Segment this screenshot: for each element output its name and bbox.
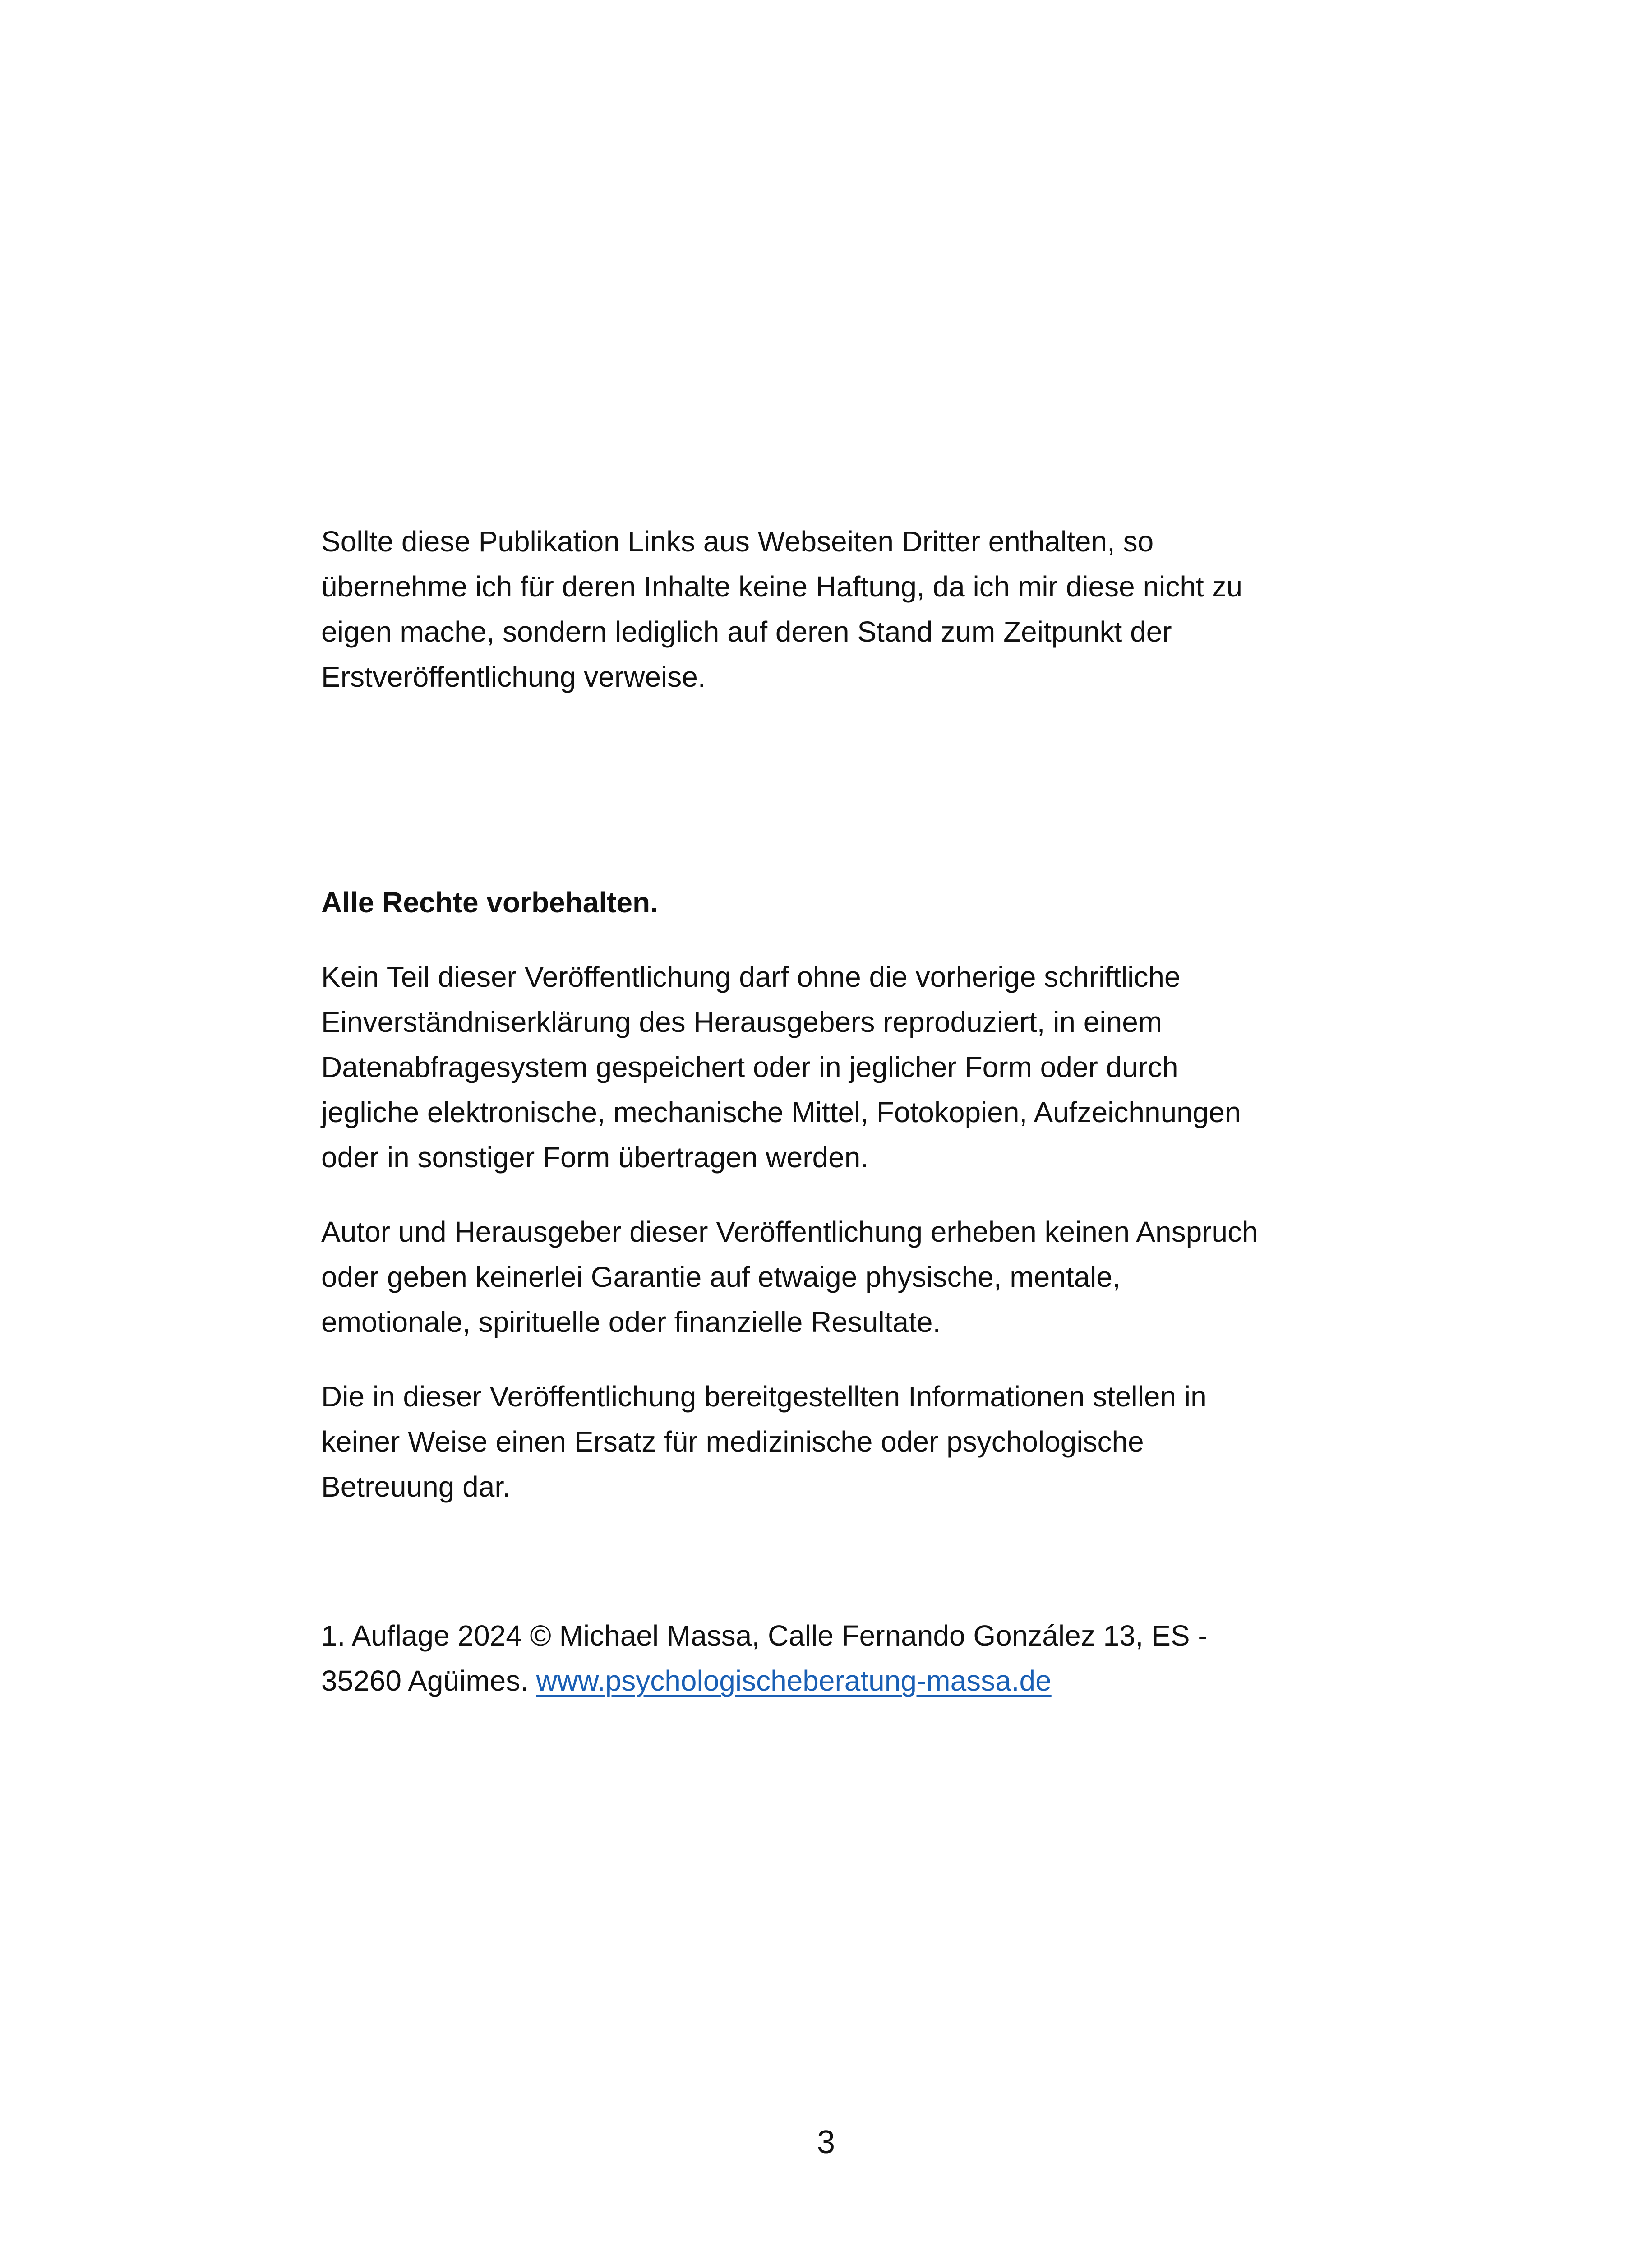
disclaimer-links-paragraph [321,519,1359,699]
text-line: Datenabfragesystem gespeichert oder in jeglicher Form oder durch [321,1051,1178,1083]
text-line: Erstveröffentlichung verweise. [321,661,706,693]
text-line: Betreuung dar. [321,1470,511,1503]
website-link[interactable]: www.psychologischeberatung-massa.de [536,1664,1052,1697]
medical-paragraph [321,1374,1359,1509]
text-line: oder in sonstiger Form übertragen werden. [321,1141,869,1174]
rights-heading: Alle Rechte vorbehalten. [321,886,658,919]
text-line: eigen mache, sondern lediglich auf deren Stand zum Zeitpunkt der [321,615,1172,648]
text-line: jegliche elektronische, mechanische Mittel, Fotokopien, Aufzeichnungen [321,1096,1241,1128]
imprint-line: 1. Auflage 2024 © Michael Massa, Calle Fernando González 13, ES - [321,1619,1208,1652]
text-line: übernehme ich für deren Inhalte keine Haftung, da ich mir diese nicht zu [321,570,1243,603]
page-number: 3 [817,2124,835,2160]
text-line: Einverständniserklärung des Herausgebers reproduziert, in einem [321,1006,1163,1038]
text-line: emotionale, spirituelle oder finanzielle Resultate. [321,1306,941,1338]
text-line: keiner Weise einen Ersatz für medizinische oder psychologische [321,1425,1144,1458]
text-line: Kein Teil dieser Veröffentlichung darf ohne die vorherige schriftliche [321,961,1181,993]
imprint-address: 35260 Agüimes. [321,1664,536,1697]
imprint-line [321,1658,1359,1703]
text-line: Autor und Herausgeber dieser Veröffentlichung erheben keinen Anspruch [321,1216,1258,1248]
text-line: Die in dieser Veröffentlichung bereitgestellten Informationen stellen in [321,1380,1207,1413]
reproduction-paragraph [321,954,1359,1180]
guarantee-paragraph [321,1209,1359,1345]
imprint-paragraph [321,1613,1359,1703]
text-line: oder geben keinerlei Garantie auf etwaige physische, mentale, [321,1261,1121,1293]
text-line: Sollte diese Publikation Links aus Webseiten Dritter enthalten, so [321,525,1154,558]
